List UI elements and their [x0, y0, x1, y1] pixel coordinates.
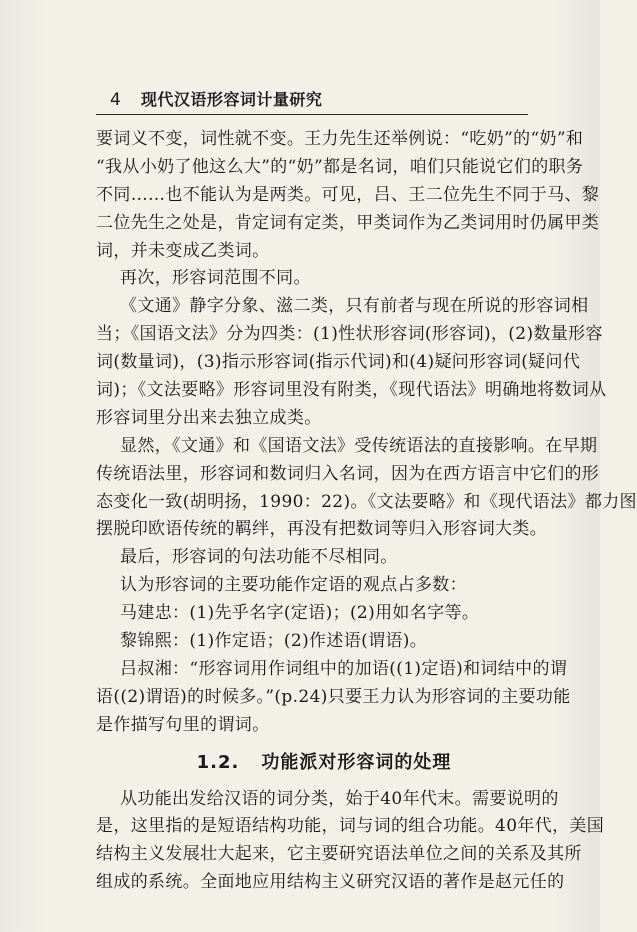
- paragraph: [96, 786, 605, 898]
- text-line: 摆脱印欧语传统的羁绊，再没有把数词等归入形容词大类。: [96, 519, 548, 540]
- section-title: 功能派对形容词的处理: [261, 751, 452, 773]
- book-title: 现代汉语形容词计量研究: [140, 90, 323, 109]
- text-line: “我从小奶了他这么大”的“奶”都是名词，咱们只能说它们的职务: [96, 156, 584, 177]
- paragraph: [96, 600, 532, 628]
- text-line: 认为形容词的主要功能作定语的观点占多数：: [120, 575, 467, 596]
- paragraph: [96, 126, 600, 265]
- paragraph: [96, 544, 532, 572]
- paragraph: [96, 628, 532, 656]
- text-line: 是作描写句里的谓词。: [96, 714, 270, 735]
- text-line: 再次，形容词范围不同。: [120, 268, 311, 289]
- text-line: 词)；《文法要略》形容词里没有附类，《现代语法》明确地将数词从: [96, 380, 607, 401]
- text-line: 词(数量词)，(3)指示形容词(指示代词)和(4)疑问形容词(疑问代: [96, 352, 581, 373]
- text-line: 显然，《文通》和《国语文法》受传统语法的直接影响。在早期: [120, 435, 598, 456]
- text-line: 语((2)谓语)的时候多。”(p.24)只要王力认为形容词的主要功能: [96, 686, 571, 707]
- text-line: 吕叔湘：“形容词用作词组中的加语((1)定语)和词结中的谓: [120, 658, 568, 679]
- text-line: 不同……也不能认为是两类。可见，吕、王二位先生不同于马、黎: [96, 184, 600, 205]
- page-number: 4: [110, 90, 121, 110]
- paragraph: [96, 265, 532, 293]
- text-line: 要词义不变，词性就不变。王力先生还举例说：“吃奶”的“奶”和: [96, 129, 584, 149]
- paragraph: [96, 572, 532, 600]
- text-line: 黎锦熙：(1)作定语；(2)作述语(谓语)。: [120, 631, 428, 652]
- text-line: 组成的系统。全面地应用结构主义研究汉语的著作是赵元任的: [96, 872, 565, 893]
- text-line: 从功能出发给汉语的词分类，始于40年代末。需要说明的: [120, 788, 559, 809]
- body-text: [96, 126, 637, 897]
- text-line: 结构主义发展壮大起来，它主要研究语法单位之间的关系及其所: [96, 844, 582, 865]
- text-line: 《文通》静字分象、滋二类，只有前者与现在所说的形容词相: [120, 296, 589, 317]
- text-line: 二位先生之处是，肯定词有定类，甲类词作为乙类词用时仍属甲类: [96, 212, 600, 233]
- text-line: 最后，形容词的句法功能不尽相同。: [120, 547, 398, 568]
- paragraph: [96, 656, 571, 740]
- paragraph: [96, 433, 637, 545]
- section-number: 1.2.: [196, 751, 240, 773]
- text-line: 传统语法里，形容词和数词归入名词，因为在西方语言中它们的形: [96, 463, 600, 484]
- text-line: 当；《国语文法》分为四类：(1)性状形容词(形容词)，(2)数量形容: [96, 324, 603, 345]
- text-line: 词，并未变成乙类词。: [96, 240, 270, 261]
- text-line: 形容词里分出来去独立成类。: [96, 407, 322, 428]
- paragraphs-before-section: [96, 126, 637, 740]
- paragraph: [96, 293, 607, 432]
- text-line: 马建忠：(1)先乎名字(定语)；(2)用如名字等。: [120, 603, 480, 624]
- text-line: 态变化一致(胡明扬，1990：22)。《文法要略》和《现代语法》都力图: [96, 491, 637, 512]
- section-heading: [96, 740, 532, 786]
- running-header: [96, 88, 528, 115]
- paragraphs-after-section: [96, 786, 605, 898]
- text-line: 是，这里指的是短语结构功能，词与词的组合功能。40年代，美国: [96, 816, 605, 837]
